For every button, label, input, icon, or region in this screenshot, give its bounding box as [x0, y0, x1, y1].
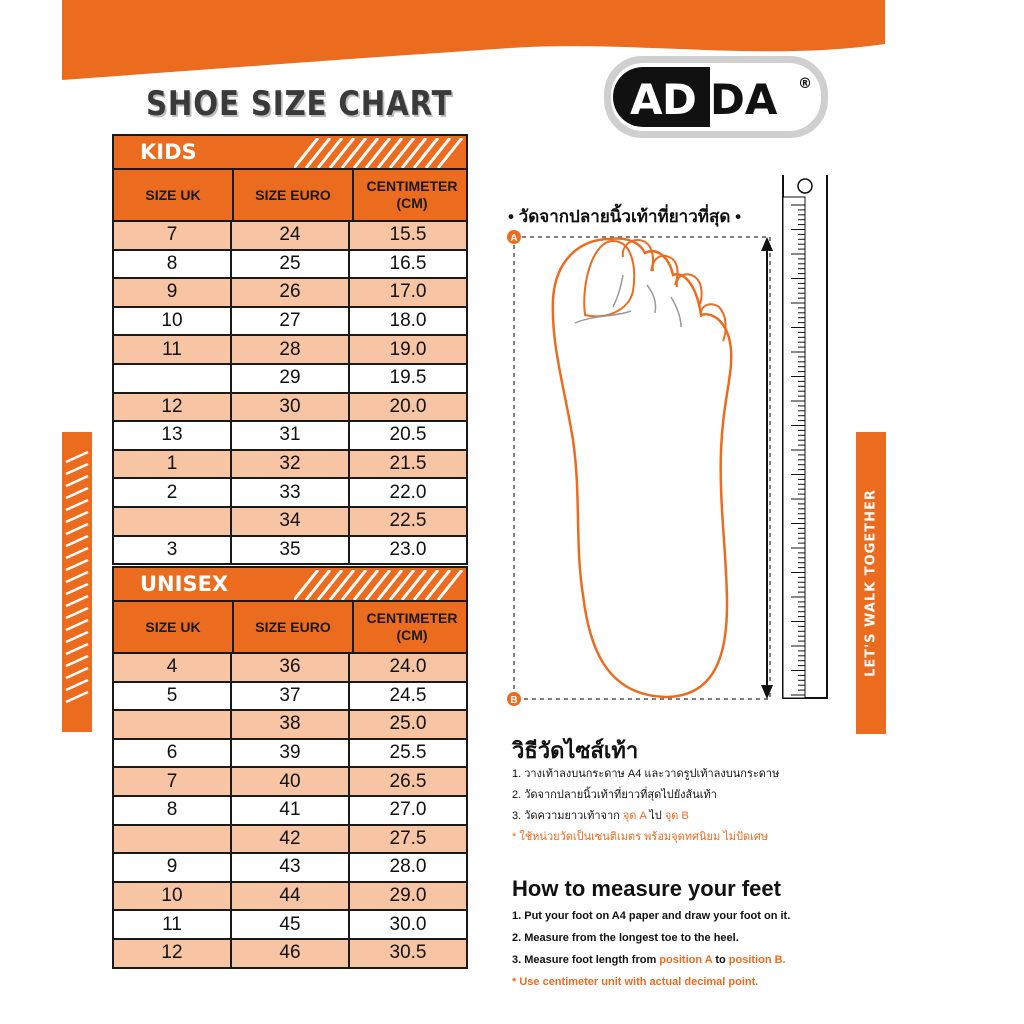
table-row [114, 795, 466, 824]
size-euro-cell: 39 [232, 740, 350, 767]
size-uk-cell: 3 [114, 537, 232, 564]
english-position-a: position A [659, 954, 713, 966]
centimeter-cell: 27.5 [389, 827, 427, 849]
col-size-euro: SIZE EURO [234, 170, 354, 220]
size-uk-cell: 7 [114, 222, 232, 249]
size-uk-cell: 13 [114, 422, 232, 449]
measure-note: • วัดจากปลายนิ้วเท้าที่ยาวที่สุด • [508, 207, 742, 226]
col-cm-line2: (CM) [396, 195, 428, 211]
col-centimeter [354, 602, 470, 652]
unisex-label: UNISEX [140, 572, 229, 596]
size-uk-cell: 10 [114, 883, 232, 910]
english-step-3-to: to [712, 954, 729, 966]
thai-step-3 [512, 806, 779, 827]
table-row [114, 824, 466, 853]
thai-step-2: 2. วัดจากปลายนิ้วเท้าที่ยาวที่สุดไปยังส้นเท้า [512, 789, 717, 801]
size-euro-cell: 37 [232, 683, 350, 710]
size-uk-cell: 11 [114, 911, 232, 938]
left-stripe-decoration [62, 432, 92, 732]
thai-step-3-text: 3. วัดความยาวเท้าจาก [512, 810, 623, 822]
table-row [114, 334, 466, 363]
kids-section-header [112, 134, 468, 170]
english-note: * Use centimeter unit with actual decimal point. [512, 976, 759, 988]
table-row [114, 738, 466, 767]
size-euro-cell: 40 [232, 768, 350, 795]
col-size-uk: SIZE UK [114, 602, 234, 652]
size-uk-cell: 7 [114, 768, 232, 795]
size-uk-cell: 11 [114, 336, 232, 363]
top-banner-wave [0, 0, 1024, 150]
table-row [114, 306, 466, 335]
col-cm-line1: CENTIMETER [366, 610, 458, 626]
size-uk-cell [114, 365, 232, 392]
svg-text:DA: DA [710, 75, 778, 124]
thai-note: * ใช้หน่วยวัดเป็นเซนติเมตร พร้อมจุดทศนิยม ไม่ปัดเศษ [512, 831, 769, 843]
table-row [114, 277, 466, 306]
centimeter-cell: 24.5 [389, 684, 427, 706]
thai-instructions-title: วิธีวัดไซส์เท้า [512, 738, 639, 763]
size-euro-cell: 31 [232, 422, 350, 449]
size-euro-cell: 32 [232, 451, 350, 478]
size-uk-cell: 9 [114, 854, 232, 881]
col-cm-line1: CENTIMETER [366, 178, 458, 194]
english-step-1: 1. Put your foot on A4 paper and draw your foot on it. [512, 910, 791, 922]
table-row [114, 938, 466, 967]
point-b-label: B [510, 695, 518, 706]
size-uk-cell: 8 [114, 797, 232, 824]
size-uk-cell: 2 [114, 479, 232, 506]
size-uk-cell [114, 826, 232, 853]
size-euro-cell: 26 [232, 279, 350, 306]
centimeter-cell: 22.5 [389, 510, 427, 532]
size-uk-cell: 12 [114, 394, 232, 421]
size-uk-cell: 8 [114, 251, 232, 278]
centimeter-cell: 19.5 [389, 367, 427, 389]
table-row [114, 652, 466, 681]
col-size-euro: SIZE EURO [234, 602, 354, 652]
size-euro-cell: 27 [232, 308, 350, 335]
size-euro-cell: 46 [232, 940, 350, 967]
centimeter-cell: 25.0 [389, 713, 427, 735]
col-centimeter [354, 170, 470, 220]
english-instructions-list [512, 905, 790, 993]
header-stripes [294, 570, 464, 600]
size-euro-cell: 35 [232, 537, 350, 564]
centimeter-cell: 23.0 [389, 538, 427, 560]
size-euro-cell: 24 [232, 222, 350, 249]
english-step-3-text: 3. Measure foot length from [512, 954, 660, 966]
centimeter-cell: 22.0 [389, 481, 427, 503]
size-euro-cell: 43 [232, 854, 350, 881]
size-uk-cell: 6 [114, 740, 232, 767]
unisex-section-header [112, 566, 468, 602]
col-size-uk: SIZE UK [114, 170, 234, 220]
slogan [856, 432, 886, 734]
thai-point-a: จุด A [622, 810, 647, 822]
table-row [114, 220, 466, 249]
table-row [114, 681, 466, 710]
foot-diagram [505, 175, 835, 715]
kids-column-headers [112, 170, 468, 222]
size-uk-cell: 10 [114, 308, 232, 335]
size-euro-cell: 34 [232, 508, 350, 535]
size-uk-cell: 9 [114, 279, 232, 306]
unisex-column-headers [112, 602, 468, 654]
centimeter-cell: 30.0 [389, 913, 427, 935]
centimeter-cell: 27.0 [389, 799, 427, 821]
table-row [114, 909, 466, 938]
size-euro-cell: 28 [232, 336, 350, 363]
table-row [114, 766, 466, 795]
table-row [114, 881, 466, 910]
english-instructions-title: How to measure your feet [512, 876, 781, 901]
table-row [114, 249, 466, 278]
table-row [114, 477, 466, 506]
centimeter-cell: 28.0 [389, 856, 427, 878]
centimeter-cell: 18.0 [389, 310, 427, 332]
table-row [114, 449, 466, 478]
centimeter-cell: 29.0 [389, 885, 427, 907]
size-euro-cell: 38 [232, 711, 350, 738]
point-a-label: A [510, 233, 518, 244]
page-title: SHOE SIZE CHART [146, 84, 453, 124]
size-uk-cell: 1 [114, 451, 232, 478]
thai-point-b: จุด B [664, 810, 689, 822]
thai-instructions-list [512, 764, 779, 848]
thai-step-1: 1. วางเท้าลงบนกระดาษ A4 และวาดรูปเท้าลงบนกระดาษ [512, 768, 780, 780]
svg-text:®: ® [798, 76, 812, 92]
size-euro-cell: 33 [232, 479, 350, 506]
kids-label: KIDS [140, 140, 197, 164]
centimeter-cell: 25.5 [389, 742, 427, 764]
table-row [114, 852, 466, 881]
size-euro-cell: 29 [232, 365, 350, 392]
size-euro-cell: 30 [232, 394, 350, 421]
svg-text:A: A [630, 75, 663, 124]
size-uk-cell: 4 [114, 654, 232, 681]
centimeter-cell: 20.5 [389, 424, 427, 446]
english-step-3 [512, 949, 790, 971]
table-row [114, 420, 466, 449]
centimeter-cell: 15.5 [389, 224, 427, 246]
centimeter-cell: 24.0 [389, 656, 427, 678]
table-row [114, 392, 466, 421]
centimeter-cell: 19.0 [389, 338, 427, 360]
slogan-text: LET'S WALK TOGETHER [863, 489, 879, 677]
centimeter-cell: 30.5 [389, 942, 427, 964]
centimeter-cell: 17.0 [389, 281, 427, 303]
adda-logo [602, 54, 830, 140]
size-euro-cell: 45 [232, 911, 350, 938]
centimeter-cell: 16.5 [389, 252, 427, 274]
size-euro-cell: 36 [232, 654, 350, 681]
size-uk-cell: 12 [114, 940, 232, 967]
centimeter-cell: 20.0 [389, 395, 427, 417]
centimeter-cell: 26.5 [389, 770, 427, 792]
table-row [114, 709, 466, 738]
size-euro-cell: 42 [232, 826, 350, 853]
table-row [114, 506, 466, 535]
size-uk-cell [114, 711, 232, 738]
unisex-table [112, 652, 468, 969]
size-uk-cell: 5 [114, 683, 232, 710]
centimeter-cell: 21.5 [389, 453, 427, 475]
english-position-b: position B. [728, 954, 786, 966]
english-step-2: 2. Measure from the longest toe to the heel. [512, 932, 739, 944]
col-cm-line2: (CM) [396, 627, 428, 643]
svg-text:D: D [662, 75, 697, 124]
size-euro-cell: 41 [232, 797, 350, 824]
table-row [114, 363, 466, 392]
thai-step-3-to: ไป [646, 810, 665, 822]
header-stripes [294, 138, 464, 168]
size-euro-cell: 44 [232, 883, 350, 910]
kids-table [112, 220, 468, 565]
size-uk-cell [114, 508, 232, 535]
size-euro-cell: 25 [232, 251, 350, 278]
table-row [114, 535, 466, 564]
